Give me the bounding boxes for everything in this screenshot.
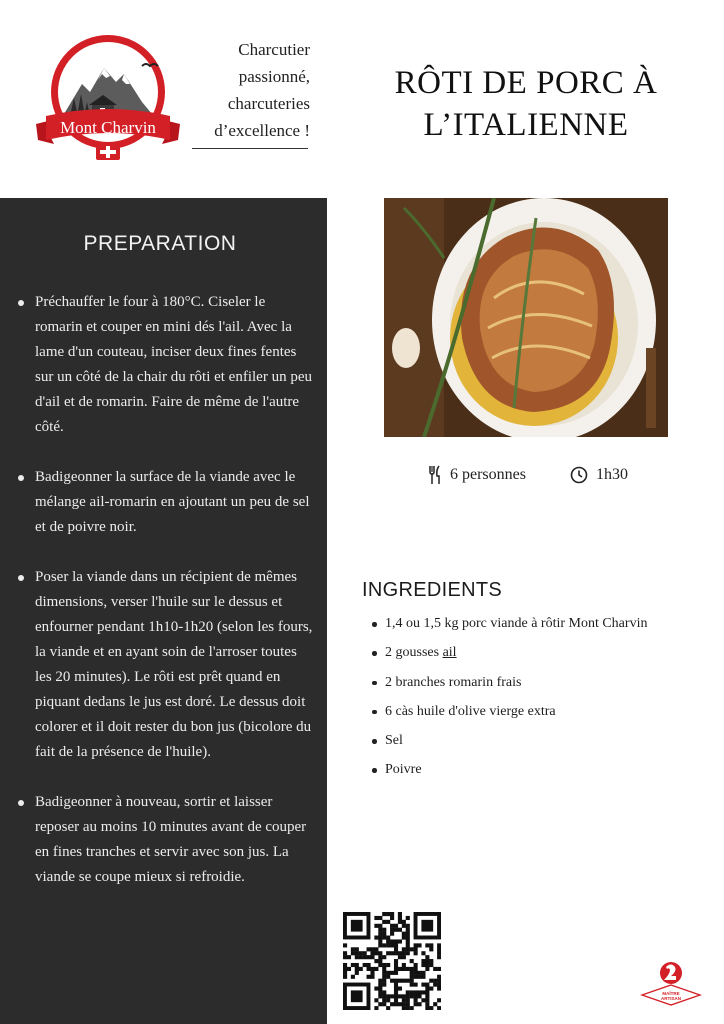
badge-caption	[653, 991, 689, 1001]
preparation-step-text: Badigeonner à nouveau, sortir et laisser reposer au moins 10 minutes avant de couper en fines tranches et servir avec son jus. La viande se coupe mieux si refroidie.	[35, 794, 307, 885]
ingredient-text: 1,4 ou 1,5 kg porc viande à rôtir Mont Charvin	[385, 616, 648, 631]
preparation-step-text: Poser la viande dans un récipient de mêmes dimensions, verser l'huile sur le dessus et enfourner pendant 1h10-1h20 (selon les fours, la viande et en ayant soin de l'arroser toutes les 20 minutes). Le rôti est prêt quand en piquant dedans le jus est doré. Le dessus doit colorer et il doit rester du bon jus (bicolore du fait de la présence de l'huile).	[35, 569, 313, 760]
tagline-line: charcuteries	[227, 94, 310, 113]
servings-label: 6 personnes	[450, 466, 526, 483]
clock-icon	[570, 466, 588, 484]
preparation-heading: PREPARATION	[83, 232, 237, 255]
preparation-steps	[14, 290, 314, 915]
garlic-link[interactable]: ail	[442, 645, 457, 661]
ingredient-text: 6 càs huile d'olive vierge extra	[385, 703, 556, 719]
maitre-artisan-badge	[640, 958, 702, 1006]
mont-charvin-logo	[30, 32, 186, 164]
time-info	[570, 464, 628, 486]
ingredient-text: 2 branches romarin frais	[385, 674, 522, 690]
fork-knife-icon	[428, 465, 442, 485]
ingredient-item	[370, 615, 710, 633]
servings-info	[428, 464, 526, 486]
preparation-step	[14, 465, 314, 540]
bullet-icon	[372, 681, 377, 686]
preparation-step	[14, 565, 314, 765]
bullet-icon	[18, 575, 24, 581]
bullet-icon	[18, 300, 24, 306]
ingredient-text: Sel	[385, 733, 403, 749]
bullet-icon	[372, 768, 377, 773]
badge-caption-line: ARTISAN	[661, 996, 681, 1001]
ingredient-item	[370, 644, 710, 662]
tagline-divider	[192, 148, 308, 149]
bullet-icon	[372, 651, 377, 656]
brand-tagline	[190, 36, 310, 144]
tagline-line: Charcutier	[238, 40, 310, 59]
preparation-step-text: Préchauffer le four à 180°C. Ciseler le romarin et couper en mini dés l'ail. Avec la lame d'un couteau, inciser deux fines fentes sur un côté de la chair du rôti et enfiler un peu d'ail et de romarin. Faire de même de l'autre côté.	[35, 294, 312, 435]
ingredient-item	[370, 732, 710, 750]
preparation-step-text: Badigeonner la surface de la viande avec le mélange ail-romarin en ajoutant un peu de sel et de poivre noir.	[35, 469, 310, 535]
bullet-icon	[372, 622, 377, 627]
time-label: 1h30	[596, 466, 628, 483]
ingredient-text: 2 gousses	[385, 645, 440, 661]
ingredient-text: Poivre	[385, 762, 422, 778]
tagline-line: passionné,	[238, 67, 310, 86]
preparation-panel	[0, 198, 327, 1024]
bullet-icon	[372, 739, 377, 744]
preparation-step	[14, 790, 314, 890]
badge-caption-line: MAÎTRE	[662, 991, 680, 996]
recipe-title-line: RÔTI DE PORC À	[394, 65, 658, 101]
bullet-icon	[372, 710, 377, 715]
bullet-icon	[18, 475, 24, 481]
ingredient-item	[370, 703, 710, 721]
ingredient-item	[370, 674, 710, 692]
roast-pork-photo	[384, 198, 668, 437]
svg-text:Mont Charvin: Mont Charvin	[60, 118, 156, 137]
recipe-title	[356, 62, 696, 146]
tagline-line: d’excellence !	[214, 121, 310, 140]
ingredients-heading: INGREDIENTS	[362, 579, 502, 601]
ingredients-list	[370, 615, 710, 791]
qr-code[interactable]	[343, 912, 441, 1010]
ingredient-item	[370, 761, 710, 779]
preparation-step	[14, 290, 314, 440]
recipe-title-line: L’ITALIENNE	[423, 107, 629, 143]
bullet-icon	[18, 800, 24, 806]
